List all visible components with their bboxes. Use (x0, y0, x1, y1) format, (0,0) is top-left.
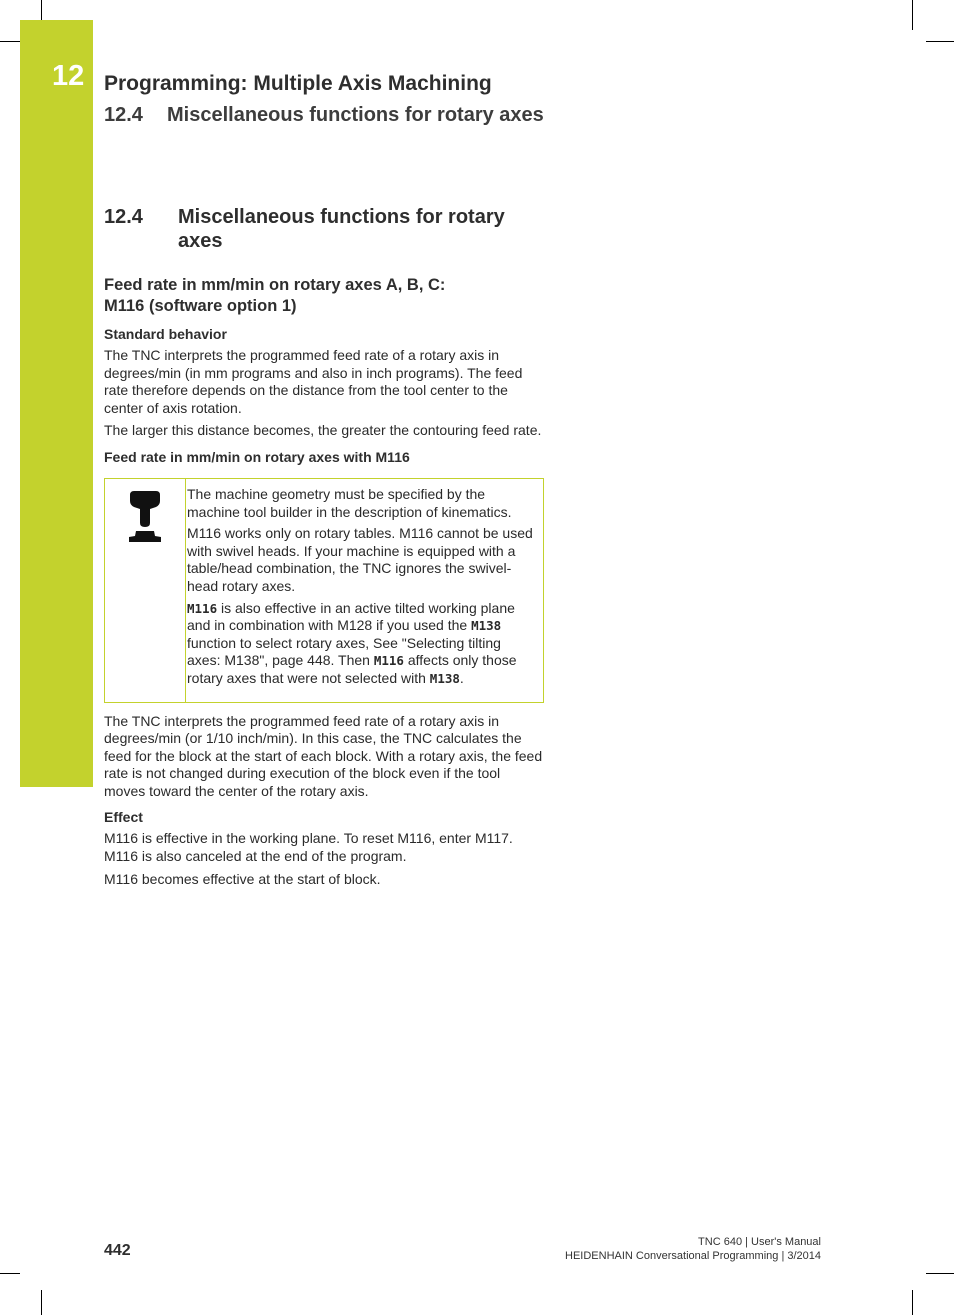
crop-mark (41, 0, 42, 20)
effect-paragraph: M116 is effective in the working plane. To reset M116, enter M117. M116 is also canceled at the end of the program. (104, 830, 513, 865)
effect-label: Effect (104, 809, 143, 826)
footer-line1: TNC 640 | User's Manual (698, 1236, 821, 1248)
section-number: 12.4 (104, 206, 143, 228)
note-text: . (459, 669, 464, 686)
footer (565, 1235, 821, 1263)
crop-mark (0, 1273, 20, 1274)
crop-mark (41, 1290, 42, 1315)
body-paragraph: The TNC interprets the programmed feed rate of a rotary axis in degrees/min (or 1/10 inch/min). In this case, the TNC calculates the feed for the block at the start of each block. With a rotary axis, the feed rate is not changed during execution of the block even if the tool moves toward the center of the rotary axis. (104, 712, 543, 799)
section-title-line2: axes (178, 230, 223, 252)
page-number: 442 (104, 1242, 131, 1259)
note-paragraph: The machine geometry must be specified by the machine tool builder in the description of kinematics. (187, 485, 512, 520)
subsection-title-line1: Feed rate in mm/min on rotary axes A, B, C: (104, 276, 446, 294)
standard-behavior-paragraph: The larger this distance becomes, the greater the contouring feed rate. (104, 422, 542, 439)
running-section-number: 12.4 (104, 104, 143, 126)
section-heading (104, 205, 544, 253)
note-divider (185, 479, 186, 702)
machine-tool-note-icon (125, 491, 165, 545)
chapter-title: Programming: Multiple Axis Machining (104, 72, 492, 95)
footer-line2: HEIDENHAIN Conversational Programming | 3/2014 (565, 1250, 821, 1262)
note-text: is also effective in an active tilted working plane and in combination with M128 if you used the (187, 599, 515, 634)
crop-mark (0, 41, 20, 42)
section-title-line1: Miscellaneous functions for rotary (178, 206, 505, 228)
note-paragraph (187, 600, 533, 688)
code-m138: M138 (471, 618, 502, 634)
code-m138: M138 (429, 670, 460, 686)
note-box (104, 478, 544, 703)
running-section-header (104, 104, 544, 127)
crop-mark (926, 1273, 954, 1274)
crop-mark (926, 41, 954, 42)
main-content (104, 205, 544, 893)
effect-paragraph: M116 becomes effective at the start of block. (104, 870, 381, 887)
running-section-title: Miscellaneous functions for rotary axes (167, 104, 544, 126)
subsection-heading (104, 275, 544, 317)
standard-behavior-paragraph: The TNC interprets the programmed feed rate of a rotary axis in degrees/min (in mm programs and also in inch programs). The feed rate therefore depends on the distance from the tool center to the center of axis rotation. (104, 347, 523, 416)
note-text: affects only those rotary axes that were not selected with (187, 652, 517, 686)
section-title (178, 205, 505, 253)
note-paragraph: M116 works only on rotary tables. M116 cannot be used with swivel heads. If your machine is equipped with a table/head combination, the TNC ignores the swivel-head rotary axes. (187, 525, 533, 594)
crop-mark (912, 1290, 913, 1315)
code-m116: M116 (373, 653, 404, 669)
note-text: function to select rotary axes, See "Selecting tilting axes: M138", page 448. Then (187, 634, 501, 669)
code-m116: M116 (187, 600, 218, 616)
subsection-title-line2: M116 (software option 1) (104, 297, 297, 315)
m116-label: Feed rate in mm/min on rotary axes with M116 (104, 448, 410, 465)
chapter-tab (20, 20, 93, 787)
chapter-number: 12 (52, 60, 85, 92)
standard-behavior-label: Standard behavior (104, 326, 227, 342)
crop-mark (912, 0, 913, 30)
